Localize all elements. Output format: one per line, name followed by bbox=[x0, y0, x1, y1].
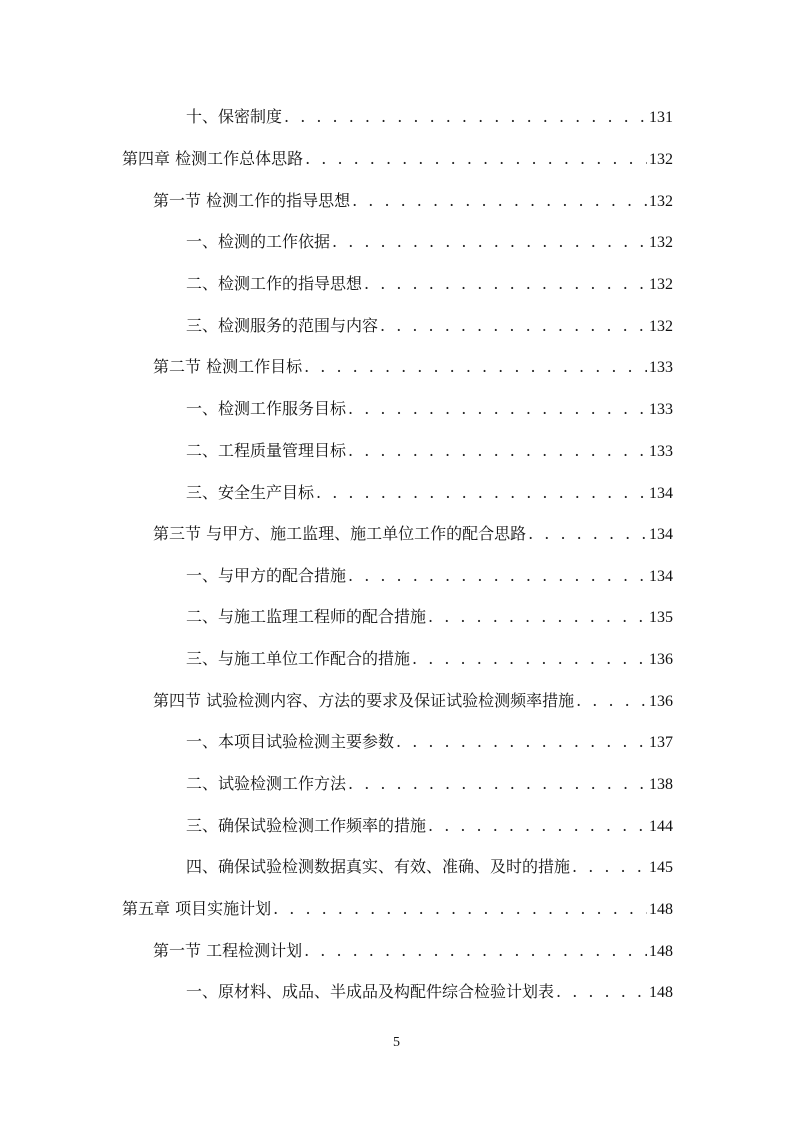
toc-entry-page: 134 bbox=[649, 485, 673, 502]
toc-entry-label: 三、确保试验检测工作频率的措施 bbox=[186, 816, 427, 835]
toc-entry-label: 三、检测服务的范围与内容 bbox=[186, 316, 379, 335]
toc-entry-page: 132 bbox=[649, 318, 673, 335]
toc-entry-page: 148 bbox=[649, 984, 673, 1001]
toc-entry-page: 132 bbox=[649, 276, 673, 293]
toc-entry-page: 131 bbox=[649, 109, 673, 126]
dot-leader bbox=[556, 982, 647, 1001]
toc-entry-label: 二、与施工监理工程师的配合措施 bbox=[186, 607, 427, 626]
toc-entry-page: 133 bbox=[649, 359, 673, 376]
dot-leader bbox=[332, 232, 647, 251]
dot-leader bbox=[316, 483, 647, 502]
toc-entry[interactable] bbox=[186, 313, 673, 339]
toc-entry-page: 145 bbox=[649, 859, 673, 876]
dot-leader bbox=[348, 441, 647, 460]
toc-entry-label: 第五章 项目实施计划 bbox=[122, 899, 272, 918]
toc-entry-label: 第四节 试验检测内容、方法的要求及保证试验检测频率措施 bbox=[153, 691, 575, 710]
toc-entry-label: 三、与施工单位工作配合的措施 bbox=[186, 649, 411, 668]
dot-leader bbox=[348, 566, 647, 585]
dot-leader bbox=[412, 649, 647, 668]
toc-entry-label: 第三节 与甲方、施工监理、施工单位工作的配合思路 bbox=[153, 524, 527, 543]
dot-leader bbox=[576, 691, 647, 710]
toc-entry[interactable] bbox=[153, 521, 673, 547]
dot-leader bbox=[304, 941, 647, 960]
toc-entry-label: 第一节 检测工作的指导思想 bbox=[153, 191, 351, 210]
toc-entry-page: 134 bbox=[649, 568, 673, 585]
toc-entry[interactable] bbox=[122, 146, 673, 172]
toc-entry-label: 一、检测工作服务目标 bbox=[186, 399, 347, 418]
dot-leader bbox=[284, 107, 647, 126]
toc-entry-label: 四、确保试验检测数据真实、有效、准确、及时的措施 bbox=[186, 857, 571, 876]
toc-entry-page: 136 bbox=[649, 693, 673, 710]
dot-leader bbox=[273, 899, 647, 918]
toc-entry[interactable] bbox=[186, 771, 673, 797]
dot-leader bbox=[380, 316, 647, 335]
toc-entry-page: 135 bbox=[649, 609, 673, 626]
dot-leader bbox=[364, 274, 647, 293]
toc-entry-label: 二、试验检测工作方法 bbox=[186, 774, 347, 793]
toc-entry[interactable] bbox=[122, 896, 673, 922]
toc-entry[interactable] bbox=[186, 646, 673, 672]
toc-entry-page: 136 bbox=[649, 651, 673, 668]
toc-entry-label: 第四章 检测工作总体思路 bbox=[122, 149, 304, 168]
toc-entry-page: 138 bbox=[649, 776, 673, 793]
dot-leader bbox=[348, 774, 647, 793]
toc-entry-label: 二、检测工作的指导思想 bbox=[186, 274, 363, 293]
toc-entry-page: 134 bbox=[649, 526, 673, 543]
toc-entry[interactable] bbox=[186, 729, 673, 755]
dot-leader bbox=[305, 149, 647, 168]
toc-entry[interactable] bbox=[186, 271, 673, 297]
toc-entry-label: 二、工程质量管理目标 bbox=[186, 441, 347, 460]
page-number: 5 bbox=[393, 1035, 400, 1050]
toc-entry-label: 一、检测的工作依据 bbox=[186, 232, 331, 251]
toc-entry[interactable] bbox=[186, 396, 673, 422]
toc-entry-page: 132 bbox=[649, 193, 673, 210]
dot-leader bbox=[572, 857, 647, 876]
toc-entry-page: 148 bbox=[649, 901, 673, 918]
toc-entry-page: 132 bbox=[649, 151, 673, 168]
toc-entry[interactable] bbox=[186, 104, 673, 130]
toc-entry[interactable] bbox=[186, 480, 673, 506]
toc-entry[interactable] bbox=[153, 688, 673, 714]
toc-entry-page: 132 bbox=[649, 234, 673, 251]
toc-entry[interactable] bbox=[186, 229, 673, 255]
toc-entry-label: 十、保密制度 bbox=[186, 107, 283, 126]
toc-entry-label: 第二节 检测工作目标 bbox=[153, 357, 303, 376]
toc-entry[interactable] bbox=[186, 813, 673, 839]
dot-leader bbox=[396, 732, 647, 751]
toc-entry-page: 148 bbox=[649, 943, 673, 960]
toc-entry[interactable] bbox=[186, 979, 673, 1005]
toc-entry[interactable] bbox=[186, 604, 673, 630]
toc-entry-page: 133 bbox=[649, 401, 673, 418]
toc-entry-page: 133 bbox=[649, 443, 673, 460]
toc-entry[interactable] bbox=[153, 938, 673, 964]
toc-entry[interactable] bbox=[153, 188, 673, 214]
toc-entry-page: 137 bbox=[649, 734, 673, 751]
dot-leader bbox=[352, 191, 647, 210]
toc-entry-label: 一、原材料、成品、半成品及构配件综合检验计划表 bbox=[186, 982, 555, 1001]
toc-entry-page: 144 bbox=[649, 818, 673, 835]
toc-entry-label: 一、与甲方的配合措施 bbox=[186, 566, 347, 585]
toc-entry[interactable] bbox=[186, 854, 673, 880]
toc-entry-label: 三、安全生产目标 bbox=[186, 483, 315, 502]
dot-leader bbox=[528, 524, 647, 543]
toc-entry[interactable] bbox=[186, 438, 673, 464]
toc-entry[interactable] bbox=[186, 563, 673, 589]
toc-entry[interactable] bbox=[153, 354, 673, 380]
toc-entry-label: 第一节 工程检测计划 bbox=[153, 941, 303, 960]
dot-leader bbox=[348, 399, 647, 418]
toc-entry-label: 一、本项目试验检测主要参数 bbox=[186, 732, 395, 751]
dot-leader bbox=[304, 357, 647, 376]
dot-leader bbox=[428, 816, 647, 835]
dot-leader bbox=[428, 607, 647, 626]
